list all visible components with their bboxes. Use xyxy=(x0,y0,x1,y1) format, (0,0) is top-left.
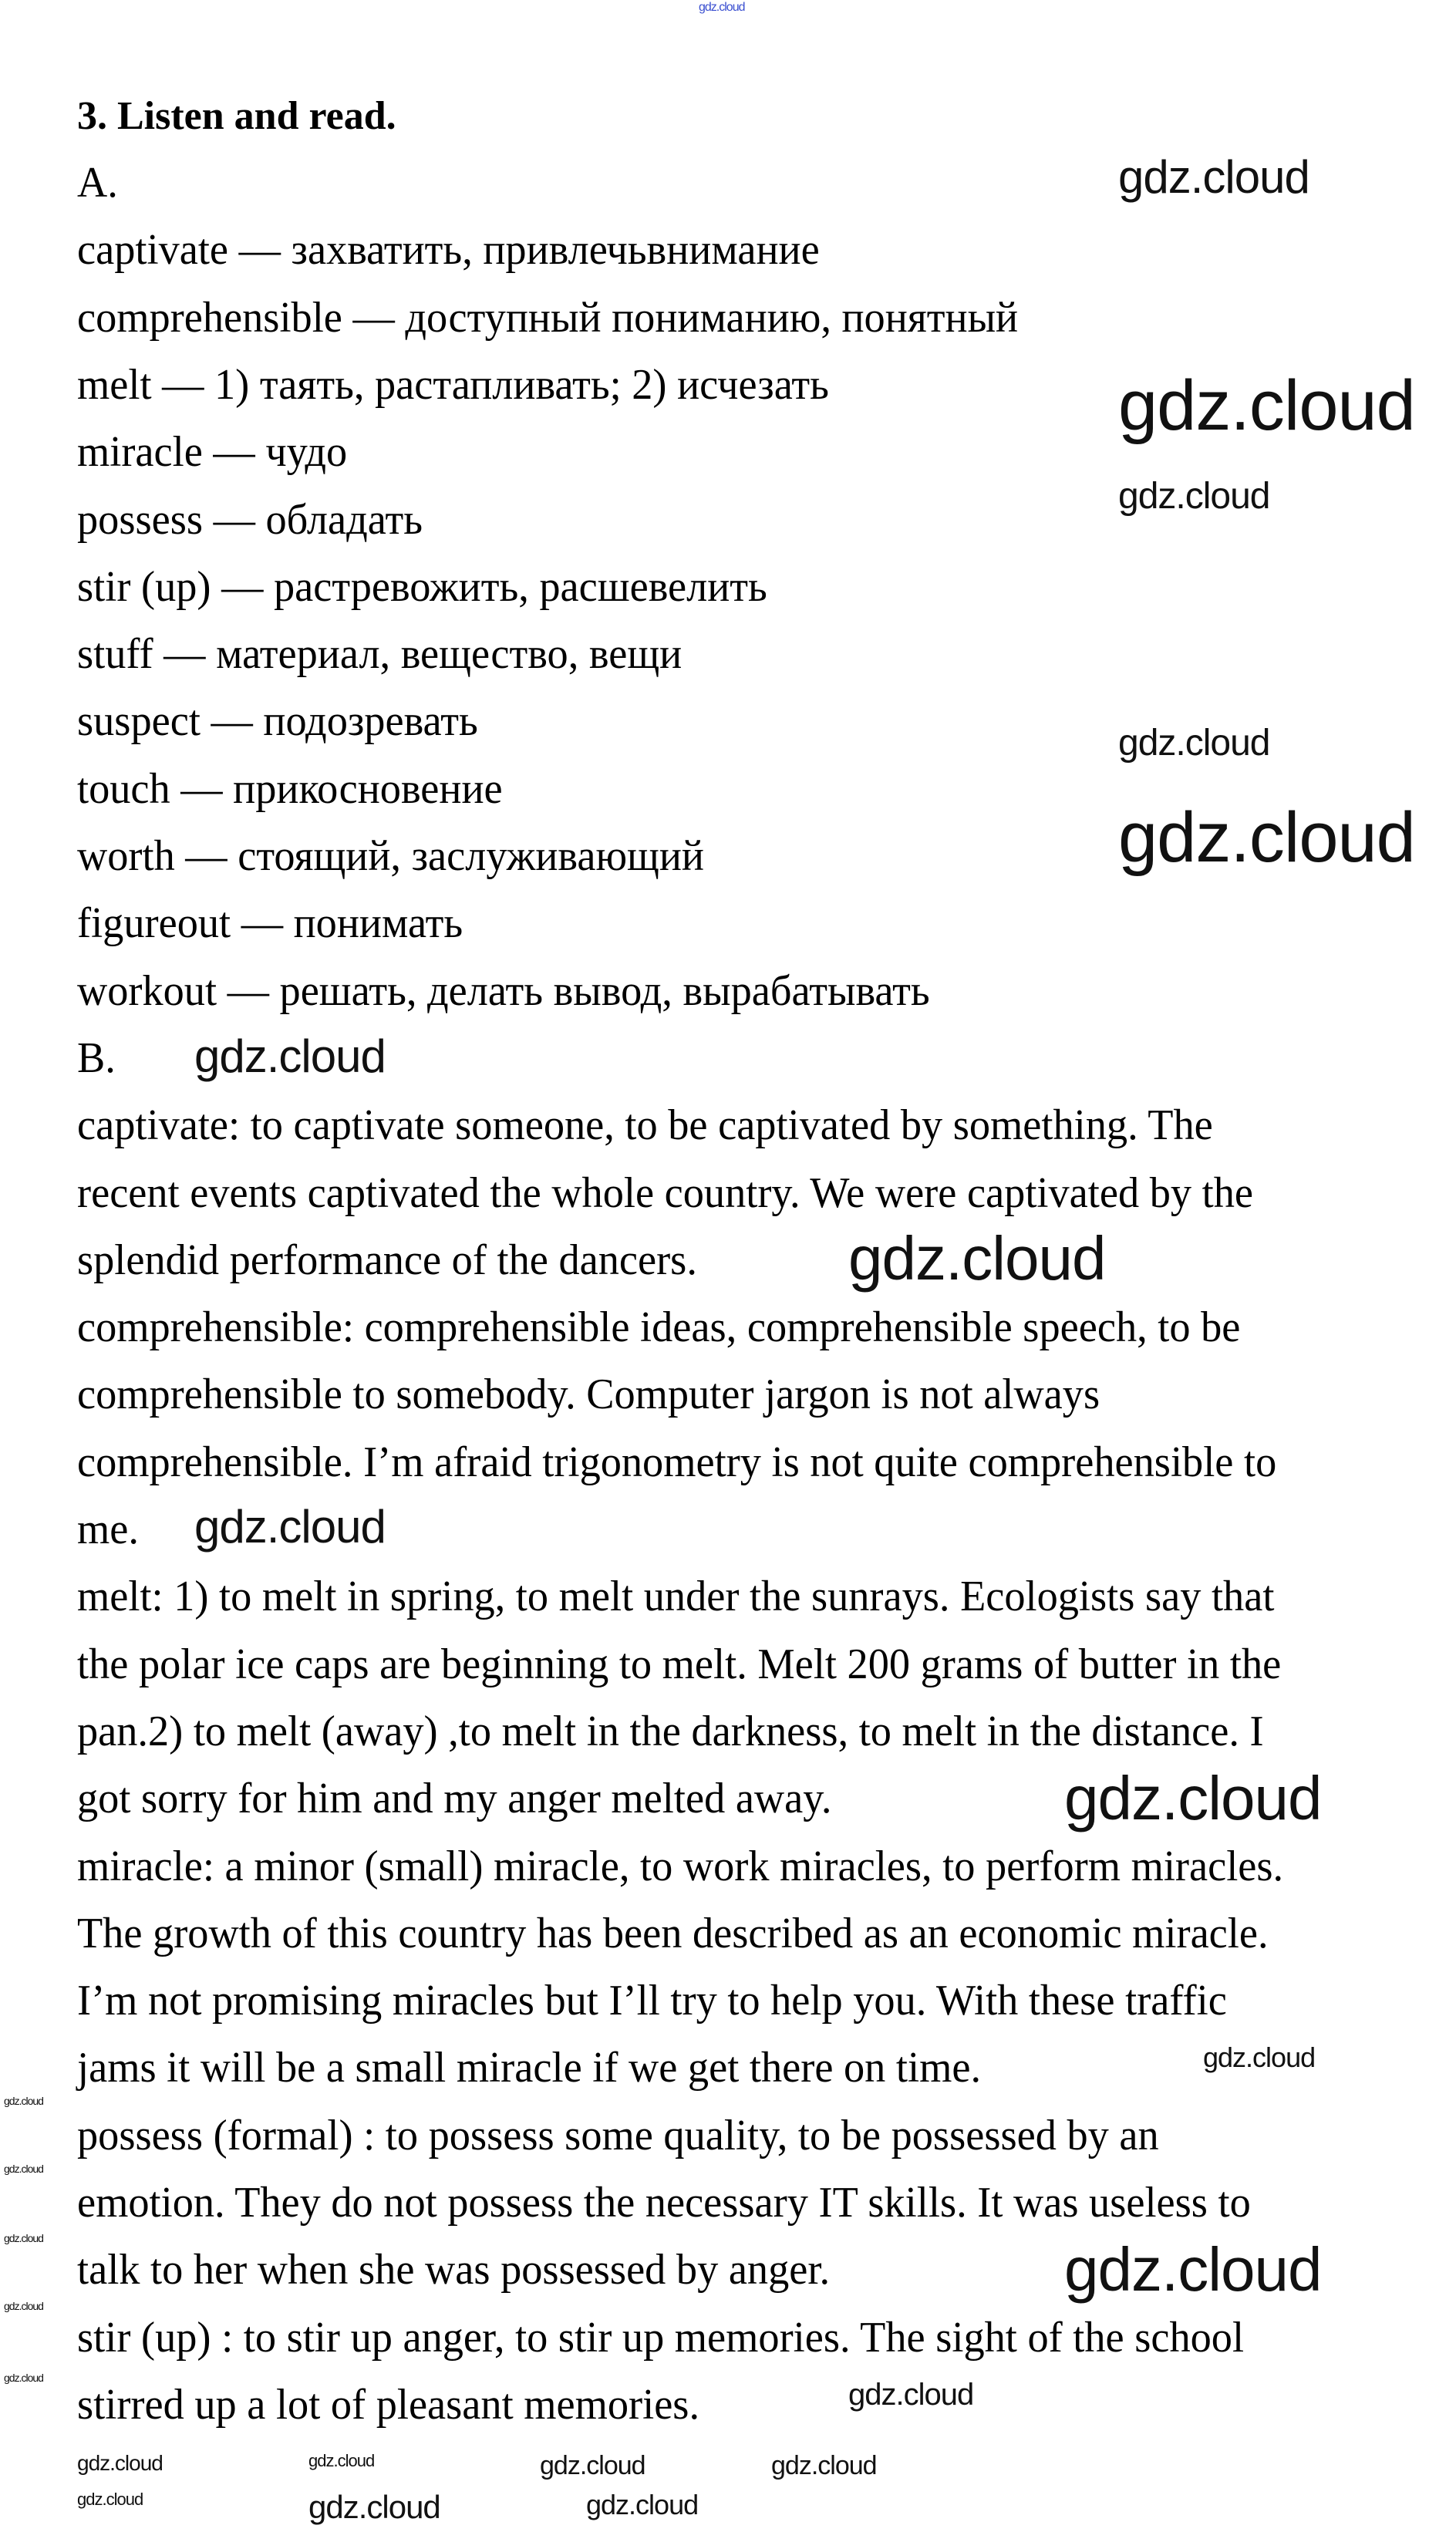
watermark-logo: gdz.cloud xyxy=(4,2372,43,2384)
vocab-item: suspect — подозревать xyxy=(77,697,478,746)
watermark-logo: gdz.cloud xyxy=(586,2489,699,2520)
exercise-title: 3. Listen and read. xyxy=(77,94,396,138)
example-line: miracle: a minor (small) miracle, to work miracles, to perform miracles. xyxy=(77,1842,1284,1890)
watermark-logo: gdz.cloud xyxy=(848,2378,974,2412)
example-line: got sorry for him and my anger melted away. xyxy=(77,1775,832,1823)
watermark-logo: gdz.cloud xyxy=(4,2163,43,2175)
vocab-item: touch — прикосновение xyxy=(77,764,503,813)
example-line: I’m not promising miracles but I’ll try to help you. With these traffic xyxy=(77,1977,1227,2025)
example-line: The growth of this country has been described as an economic miracle. xyxy=(77,1909,1269,1957)
watermark-logo: gdz.cloud xyxy=(77,2490,143,2509)
vocab-item: workout — решать, делать вывод, вырабатывать xyxy=(77,966,930,1015)
vocab-item: miracle — чудо xyxy=(77,428,348,477)
example-line: emotion. They do not possess the necessary IT skills. It was useless to xyxy=(77,2179,1251,2227)
vocab-item: captivate — захватить, привлечьвнимание xyxy=(77,226,820,275)
watermark-logo: gdz.cloud xyxy=(77,2451,163,2475)
watermark-logo: gdz.cloud xyxy=(1118,366,1415,445)
vocab-item: figureout — понимать xyxy=(77,899,463,948)
section-b-label: B. xyxy=(77,1033,116,1082)
vocab-item: stuff — материал, вещество, вещи xyxy=(77,630,682,679)
watermark-logo: gdz.cloud xyxy=(1118,151,1309,203)
example-line: comprehensible to somebody. Computer jargon is not always xyxy=(77,1371,1100,1419)
example-line: melt: 1) to melt in spring, to melt under the sunrays. Ecologists say that xyxy=(77,1573,1275,1621)
watermark-logo: gdz.cloud xyxy=(4,2300,43,2312)
vocab-item: worth — стоящий, заслуживающий xyxy=(77,832,704,880)
watermark-logo: gdz.cloud xyxy=(1118,476,1270,517)
example-line: recent events captivated the whole country. We were captivated by the xyxy=(77,1168,1253,1217)
example-line: pan.2) to melt (away) ,to melt in the darkness, to melt in the distance. I xyxy=(77,1707,1264,1755)
watermark-logo: gdz.cloud xyxy=(4,2232,43,2244)
example-line: comprehensible: comprehensible ideas, comprehensible speech, to be xyxy=(77,1303,1241,1352)
watermark-logo: gdz.cloud xyxy=(1064,1764,1322,1832)
watermark-logo: gdz.cloud xyxy=(194,1030,386,1082)
watermark-logo: gdz.cloud xyxy=(699,1,745,14)
watermark-logo: gdz.cloud xyxy=(1118,723,1270,764)
watermark-logo: gdz.cloud xyxy=(540,2451,645,2480)
example-line: captivate: to captivate someone, to be captivated by something. The xyxy=(77,1101,1213,1150)
watermark-logo: gdz.cloud xyxy=(1064,2235,1322,2304)
watermark-logo: gdz.cloud xyxy=(848,1224,1106,1293)
section-a-label: A. xyxy=(77,159,118,207)
vocab-item: comprehensible — доступный пониманию, понятный xyxy=(77,293,1019,342)
watermark-logo: gdz.cloud xyxy=(1203,2041,1316,2073)
watermark-logo: gdz.cloud xyxy=(308,2451,375,2470)
example-line: me. xyxy=(77,1505,139,1553)
watermark-logo: gdz.cloud xyxy=(308,2489,440,2525)
example-line: jams it will be a small miracle if we get there on time. xyxy=(77,2044,982,2092)
watermark-logo: gdz.cloud xyxy=(1118,798,1415,877)
example-line: stir (up) : to stir up anger, to stir up memories. The sight of the school xyxy=(77,2313,1245,2362)
vocab-item: possess — обладать xyxy=(77,495,423,544)
watermark-logo: gdz.cloud xyxy=(771,2451,877,2480)
watermark-logo: gdz.cloud xyxy=(4,2095,43,2107)
example-line: possess (formal) : to possess some quality, to be possessed by an xyxy=(77,2111,1159,2159)
watermark-logo: gdz.cloud xyxy=(194,1501,386,1553)
vocab-item: melt — 1) таять, растапливать; 2) исчезать xyxy=(77,360,829,409)
example-line: splendid performance of the dancers. xyxy=(77,1236,697,1284)
example-line: the polar ice caps are beginning to melt. Melt 200 grams of butter in the xyxy=(77,1640,1282,1688)
example-line: stirred up a lot of pleasant memories. xyxy=(77,2380,700,2429)
example-line: comprehensible. I’m afraid trigonometry is not quite comprehensible to xyxy=(77,1438,1277,1486)
vocab-item: stir (up) — растревожить, расшевелить xyxy=(77,562,767,611)
example-line: talk to her when she was possessed by anger. xyxy=(77,2246,831,2294)
